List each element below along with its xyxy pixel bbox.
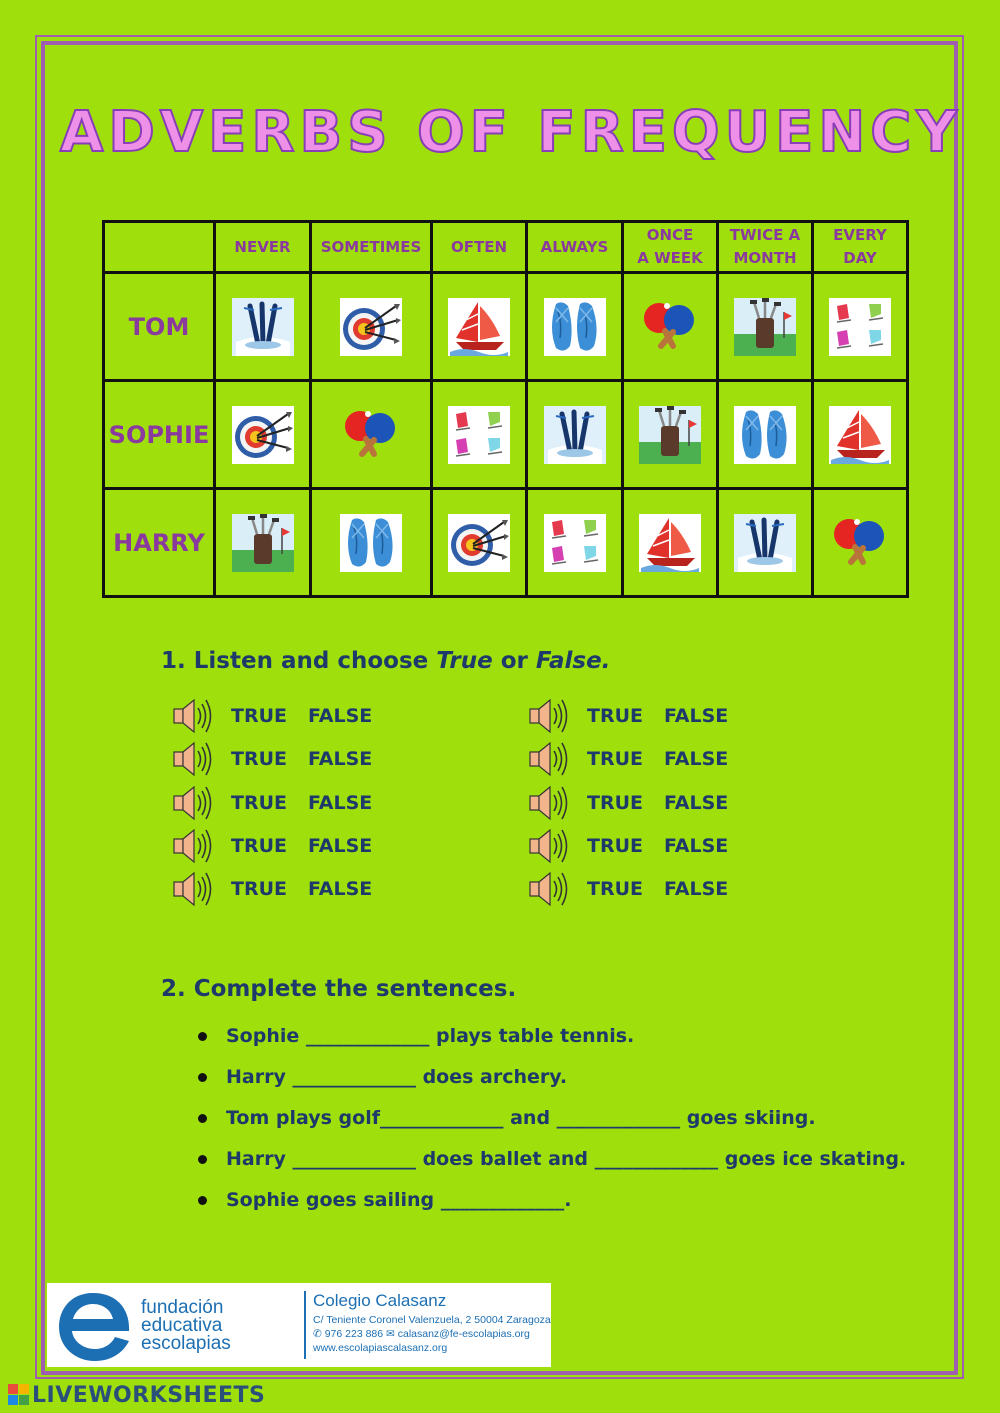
section-1-or-word: or — [492, 648, 536, 674]
true-option[interactable]: TRUE — [587, 878, 643, 901]
school-website[interactable]: www.escolapiascalasanz.org — [313, 1342, 448, 1354]
activity-cell — [215, 381, 311, 489]
school-address: C/ Teniente Coronel Valenzuela, 2 50004 Zaragoza — [313, 1314, 551, 1326]
sailing-icon — [639, 514, 701, 572]
header-cell: NEVER — [215, 222, 311, 273]
activity-cell — [623, 489, 718, 597]
row-name: SOPHIE — [104, 381, 215, 489]
activity-cell — [215, 489, 311, 597]
ice-skating-icon — [829, 298, 891, 356]
section-2-heading: 2. Complete the sentences. — [161, 976, 517, 1002]
liveworksheets-badge-icon — [8, 1384, 30, 1406]
section-1-true-word: True — [436, 648, 493, 674]
golf-icon — [232, 514, 294, 572]
sailing-icon — [829, 406, 891, 464]
activity-cell — [623, 381, 718, 489]
table-tennis-icon — [340, 406, 402, 464]
header-cell: EVERY DAY — [813, 222, 908, 273]
activity-cell — [527, 489, 623, 597]
true-option[interactable]: TRUE — [231, 878, 287, 901]
activity-cell — [813, 489, 908, 597]
header-cell: OFTEN — [432, 222, 527, 273]
table-tennis-icon — [829, 514, 891, 572]
ballet-icon — [734, 406, 796, 464]
true-false-item — [528, 826, 728, 866]
table-row — [104, 273, 908, 381]
true-option[interactable]: TRUE — [587, 748, 643, 771]
audio-speaker-icon[interactable] — [172, 783, 212, 823]
archery-icon — [448, 514, 510, 572]
true-false-item — [172, 783, 372, 823]
false-option[interactable]: FALSE — [308, 791, 373, 814]
audio-speaker-icon[interactable] — [172, 696, 212, 736]
archery-icon — [232, 406, 294, 464]
true-option[interactable]: TRUE — [587, 791, 643, 814]
header-cell: ONCE A WEEK — [623, 222, 718, 273]
audio-speaker-icon[interactable] — [528, 826, 568, 866]
liveworksheets-text: LIVEWORKSHEETS — [32, 1382, 266, 1408]
false-option[interactable]: FALSE — [664, 705, 729, 727]
section-1-period: . — [601, 648, 611, 674]
activity-cell — [215, 273, 311, 381]
sentence-item: Harry _____________ does ballet and _____________ goes ice skating. — [196, 1143, 906, 1184]
activity-cell — [718, 273, 813, 381]
true-false-item — [528, 696, 728, 736]
liveworksheets-branding[interactable] — [8, 1382, 265, 1408]
ballet-icon — [340, 514, 402, 572]
section-1-text: Listen and choose — [193, 648, 437, 674]
false-option[interactable]: FALSE — [664, 834, 729, 857]
audio-speaker-icon[interactable] — [528, 869, 568, 909]
archery-icon — [340, 298, 402, 356]
header-cell: TWICE A MONTH — [718, 222, 813, 273]
false-option[interactable]: FALSE — [308, 834, 373, 857]
false-option[interactable]: FALSE — [308, 705, 373, 727]
skiing-icon — [544, 406, 606, 464]
sentence-item: Sophie goes sailing _____________. — [196, 1184, 906, 1225]
ice-skating-icon — [448, 406, 510, 464]
logo-divider — [304, 1291, 306, 1359]
activity-cell — [718, 381, 813, 489]
activity-cell — [527, 381, 623, 489]
false-option[interactable]: FALSE — [664, 791, 729, 814]
ice-skating-icon — [544, 514, 606, 572]
true-option[interactable]: TRUE — [231, 748, 287, 771]
worksheet-title: ADVERBS OF FREQUENCY — [60, 100, 962, 165]
true-false-item — [172, 869, 372, 909]
audio-speaker-icon[interactable] — [172, 826, 212, 866]
header-cell: ALWAYS — [527, 222, 623, 273]
activity-cell — [527, 273, 623, 381]
foundation-line: escolapias — [141, 1333, 231, 1354]
true-option[interactable]: TRUE — [231, 791, 287, 814]
audio-speaker-icon[interactable] — [528, 783, 568, 823]
true-false-item — [172, 739, 372, 779]
activity-cell — [432, 489, 527, 597]
sailing-icon — [448, 298, 510, 356]
false-option[interactable]: FALSE — [664, 878, 729, 901]
true-option[interactable]: TRUE — [231, 705, 287, 727]
activity-cell — [813, 273, 908, 381]
false-option[interactable]: FALSE — [308, 878, 373, 901]
audio-speaker-icon[interactable] — [172, 869, 212, 909]
frequency-table — [102, 220, 909, 598]
header-corner-cell — [104, 222, 215, 273]
school-contact-line: ✆ 976 223 886 ✉ calasanz@fe-escolapias.org — [313, 1328, 530, 1340]
audio-speaker-icon[interactable] — [172, 739, 212, 779]
table-row — [104, 381, 908, 489]
foundation-line: fundación — [141, 1297, 224, 1318]
audio-speaker-icon[interactable] — [528, 696, 568, 736]
golf-icon — [734, 298, 796, 356]
false-option[interactable]: FALSE — [308, 748, 373, 771]
activity-cell — [311, 273, 432, 381]
section-1-false-word: False — [535, 648, 602, 674]
true-false-item — [528, 783, 728, 823]
true-option[interactable]: TRUE — [587, 705, 643, 727]
activity-cell — [623, 273, 718, 381]
activity-cell — [432, 273, 527, 381]
row-name: TOM — [104, 273, 215, 381]
ballet-icon — [544, 298, 606, 356]
table-row — [104, 489, 908, 597]
activity-cell — [311, 381, 432, 489]
golf-icon — [639, 406, 701, 464]
sentence-item: Harry _____________ does archery. — [196, 1061, 906, 1102]
activity-cell — [311, 489, 432, 597]
skiing-icon — [232, 298, 294, 356]
school-contact — [313, 1291, 551, 1355]
sentence-list — [196, 1020, 906, 1225]
section-1-heading — [161, 648, 610, 674]
true-option[interactable]: TRUE — [587, 834, 643, 857]
sentence-item: Tom plays golf_____________ and _____________ goes skiing. — [196, 1102, 906, 1143]
skiing-icon — [734, 514, 796, 572]
school-name: Colegio Calasanz — [313, 1291, 447, 1310]
true-false-item — [528, 869, 728, 909]
header-cell: SOMETIMES — [311, 222, 432, 273]
activity-cell — [432, 381, 527, 489]
foundation-line: educativa — [141, 1315, 223, 1336]
true-false-item — [528, 739, 728, 779]
activity-cell — [813, 381, 908, 489]
escolapias-e-logo-icon — [53, 1287, 133, 1365]
table-header-row — [104, 222, 908, 273]
true-false-item — [172, 696, 372, 736]
true-false-item — [172, 826, 372, 866]
true-option[interactable]: TRUE — [231, 834, 287, 857]
false-option[interactable]: FALSE — [664, 748, 729, 771]
table-tennis-icon — [639, 298, 701, 356]
audio-speaker-icon[interactable] — [528, 739, 568, 779]
activity-cell — [718, 489, 813, 597]
foundation-name — [141, 1299, 231, 1353]
sentence-item: Sophie _____________ plays table tennis. — [196, 1020, 906, 1061]
row-name: HARRY — [104, 489, 215, 597]
section-1-number: 1. — [161, 648, 186, 674]
school-logo — [47, 1283, 551, 1367]
